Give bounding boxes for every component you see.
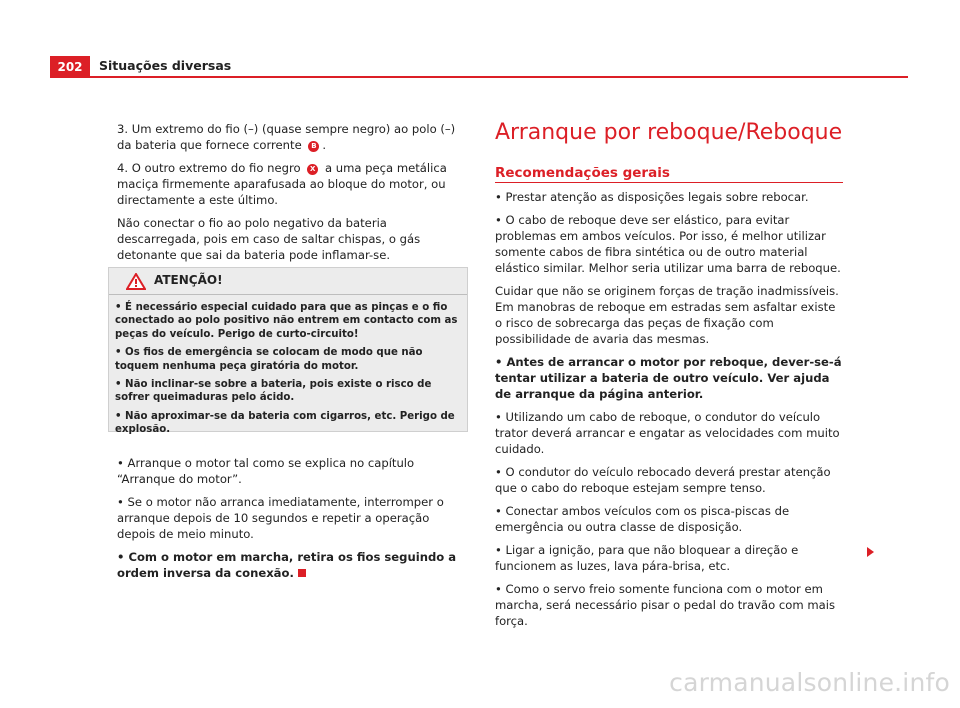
warning-item: • Não inclinar-se sobre a bateria, pois existe o risco de sofrer queimaduras pelo ácido. xyxy=(115,379,432,404)
paragraph: • Como o servo freio somente funciona com o motor em marcha, será necessário pisar o pedal do travão com mais força. xyxy=(495,582,836,628)
step-4: 4. O outro extremo do fio negro X a uma peça metálica maciça firmemente aparafusada ao bloque do motor, ou directamente a este último. xyxy=(117,161,447,207)
battery-note: Não conectar o fio ao polo negativo da bateria descarregada, pois em caso de saltar chispas, o gás detonante que sai da bateria pode inflamar-se. xyxy=(117,216,421,262)
section-title: Situações diversas xyxy=(99,58,232,73)
paragraph: Cuidar que não se originem forças de tração inadmissíveis. Em manobras de reboque em estradas sem asfaltar existe o risco de sobrecarga das peças de fixação com possibilidade de avaria das mesmas. xyxy=(495,284,839,346)
remove-cables-step: • Com o motor em marcha, retira os fios seguindo a ordem inversa da conexão. xyxy=(117,550,457,580)
warning-title: ATENÇÃO! xyxy=(154,273,223,287)
warning-item: • Os fios de emergência se colocam de modo que não toquem nenhuma peça giratória do motor. xyxy=(115,347,423,372)
warning-box xyxy=(108,267,468,436)
badge-x-icon: X xyxy=(307,164,318,175)
warning-item: • É necessário especial cuidado para que as pinças e o fio conectado ao polo positivo não entrem em contacto com as peças do veículo. Perigo de curto-circuito! xyxy=(115,302,458,340)
right-column xyxy=(495,189,843,636)
paragraph: • Ligar a ignição, para que não bloquear a direção e funcionem as luzes, lava pára-brisa, etc. xyxy=(495,543,799,573)
left-column-continued xyxy=(117,455,467,588)
paragraph: • Prestar atenção as disposições legais sobre rebocar. xyxy=(495,190,809,204)
chapter-heading: Arranque por reboque/Reboque xyxy=(495,120,843,145)
paragraph: • O condutor do veículo rebocado deverá prestar atenção que o cabo do reboque estejam sempre tenso. xyxy=(495,465,831,495)
paragraph-bold: • Antes de arrancar o motor por reboque, dever-se-á tentar utilizar a bateria de outro veículo. Ver ajuda de arranque da página anterior. xyxy=(495,355,842,401)
paragraph: • O cabo de reboque deve ser elástico, para evitar problemas em ambos veículos. Por isso, é melhor utilizar somente cabos de fibra sintética ou de outro material elástico similar. Melhor seria utilizar uma barra de reboque. xyxy=(495,213,841,275)
warning-triangle-icon xyxy=(126,273,146,290)
step-3: 3. Um extremo do fio (–) (quase sempre negro) ao polo (–) da bateria que fornece corrente B . xyxy=(117,122,456,152)
sub-heading-rule xyxy=(495,182,843,183)
watermark: carmanualsonline.info xyxy=(669,668,950,697)
page-number: 202 xyxy=(50,56,90,78)
badge-b-icon: B xyxy=(308,141,319,152)
header-rule xyxy=(50,76,908,78)
paragraph: • Conectar ambos veículos com os pisca-piscas de emergência ou outra classe de disposição. xyxy=(495,504,790,534)
sub-heading: Recomendações gerais xyxy=(495,165,670,181)
end-mark-icon xyxy=(298,569,306,577)
continue-arrow-icon xyxy=(867,547,874,557)
warning-body xyxy=(109,295,467,437)
warning-item: • Não aproximar-se da bateria com cigarros, etc. Perigo de explosão. xyxy=(115,410,455,436)
left-column xyxy=(117,121,467,270)
warning-header xyxy=(109,268,467,295)
paragraph: • Utilizando um cabo de reboque, o condutor do veículo trator deverá arrancar e engatar as velocidades com muito cuidado. xyxy=(495,410,840,456)
retry-step: • Se o motor não arranca imediatamente, interromper o arranque depois de 10 segundos e repetir a operação depois de meio minuto. xyxy=(117,495,444,541)
start-engine-step: • Arranque o motor tal como se explica no capítulo “Arranque do motor”. xyxy=(117,456,415,486)
